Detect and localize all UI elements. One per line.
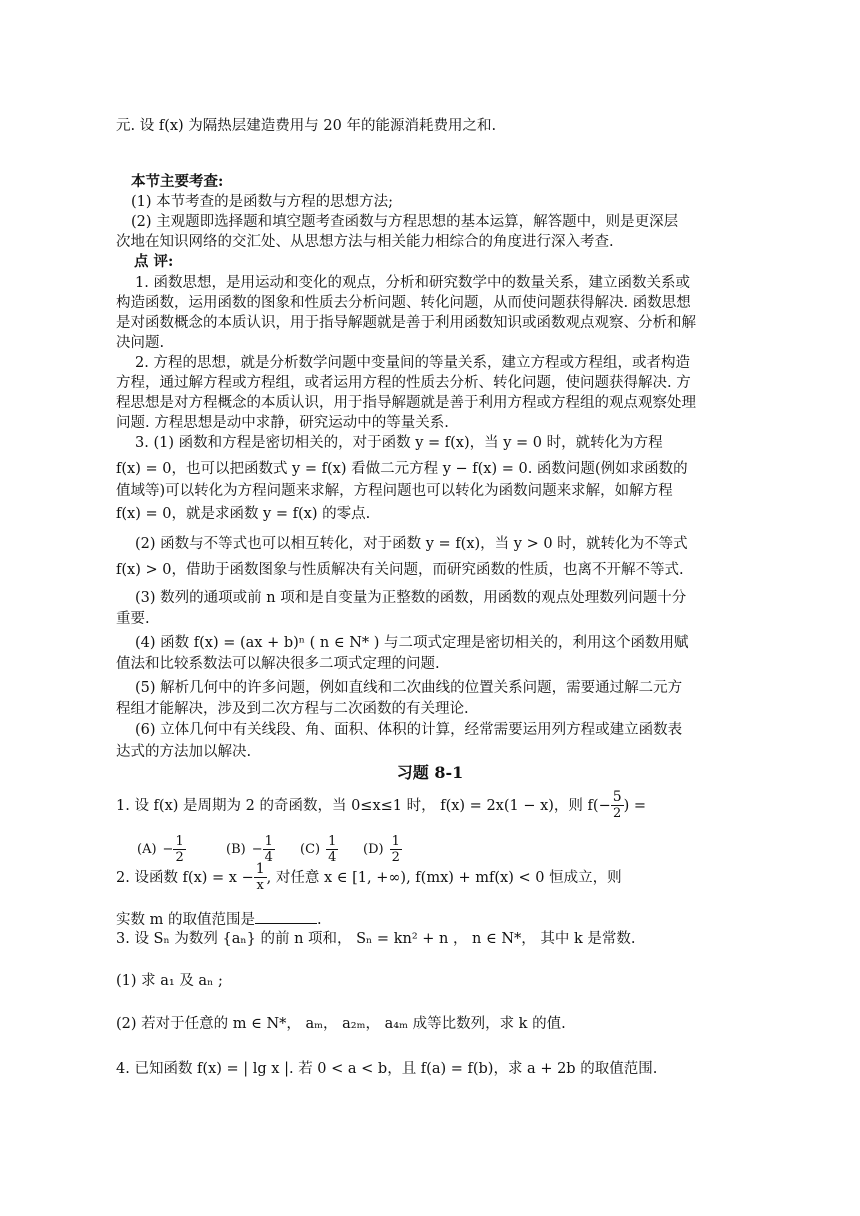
comment-line: f(x) = 0，就是求函数 y = f(x) 的零点. [116, 506, 371, 522]
fraction-numerator: 5 [612, 789, 622, 805]
comment-line: 问题. 方程思想是动中求静，研究运动中的等量关系. [116, 415, 449, 431]
q1-stem-text: 1. 设 f(x) 是周期为 2 的奇函数，当 0≤x≤1 时， f(x) = 2x(1 − x)，则 f(− [116, 797, 611, 814]
question-1-stem [116, 790, 646, 821]
section-heading: 本节主要考查: [131, 173, 224, 190]
comment-line: (3) 数列的通项或前 n 项和是自变量为正整数的函数，用函数的观点处理数列问题十分 [135, 590, 687, 606]
q2-stem-text: 2. 设函数 f(x) = x − [116, 869, 254, 886]
comment-line: 3. (1) 函数和方程是密切相关的，对于函数 y = f(x)，当 y = 0 时，就转化为方程 [135, 435, 663, 451]
comment-line: 1. 函数思想，是用运动和变化的观点，分析和研究数学中的数量关系，建立函数关系或 [135, 275, 690, 291]
comment-line: 构造函数，运用函数的图象和性质去分析问题、转化问题，从而使问题获得解决. 函数思想 [116, 295, 691, 311]
answer-blank[interactable] [255, 909, 317, 924]
comment-line: 程思想是对方程概念的本质认识，用于指导解题就是善于利用方程或方程组的观点观察处理 [116, 395, 696, 411]
comment-line: (2) 函数与不等式也可以相互转化，对于函数 y = f(x)，当 y > 0 时，就转化为不等式 [135, 536, 688, 552]
option-label: (B) [226, 841, 246, 857]
question-2-stem [116, 862, 622, 893]
fraction-numerator: 1 [391, 834, 400, 849]
exam-point: 次地在知识网络的交汇处、从思想方法与相关能力相综合的角度进行深入考查. [116, 234, 614, 250]
option-fraction [326, 834, 338, 865]
comment-line: (4) 函数 f(x) = (ax + b)ⁿ ( n ∈ N* ) 与二项式定理是密切相关的，利用这个函数用赋 [135, 635, 689, 651]
comment-line: f(x) > 0，借助于函数图象与性质解决有关问题，而研究函数的性质，也离不开解不等式. [116, 562, 684, 578]
exam-point: (2) 主观题即选择题和填空题考查函数与方程思想的基本运算，解答题中，则是更深层 [131, 214, 679, 230]
comment-heading: 点 评: [134, 253, 174, 270]
q2-fraction [254, 862, 267, 893]
fraction-numerator: 1 [255, 861, 265, 877]
option-label: (C) [300, 841, 321, 857]
intro-line: 元. 设 f(x) 为隔热层建造费用与 20 年的能源消耗费用之和. [116, 118, 497, 134]
q1-option-b[interactable] [226, 834, 275, 865]
option-label: (A) [137, 841, 157, 857]
option-label: (D) [363, 841, 384, 857]
fraction-numerator: 1 [264, 834, 273, 849]
question-4-stem: 4. 已知函数 f(x) = | lg x |. 若 0 < a < b，且 f(a) = f(b)，求 a + 2b 的取值范围. [116, 1061, 658, 1077]
option-fraction [173, 834, 185, 865]
comment-line: 值法和比较系数法可以解决很多二项式定理的问题. [116, 656, 440, 672]
q2-stem-text-end: , 对任意 x ∈ [1, +∞), f(mx) + mf(x) < 0 恒成立，则 [266, 869, 622, 886]
question-3-part-2: (2) 若对于任意的 m ∈ N*， aₘ， a₂ₘ， a₄ₘ 成等比数列，求 k 的值. [116, 1016, 566, 1032]
fraction-numerator: 1 [175, 834, 184, 849]
q1-option-d[interactable] [363, 834, 402, 865]
q2-line-2-end: . [316, 912, 322, 928]
fraction-numerator: 1 [328, 834, 337, 849]
fraction-denominator: x [256, 878, 264, 893]
comment-line: 决问题. [116, 335, 165, 351]
exercise-title: 习题 8-1 [396, 763, 464, 782]
option-sign: − [251, 841, 263, 857]
question-3-part-1: (1) 求 a₁ 及 aₙ ; [116, 973, 223, 989]
q1-option-c[interactable] [300, 834, 338, 865]
fraction-denominator: 4 [328, 850, 337, 865]
comment-line: (6) 立体几何中有关线段、角、面积、体积的计算，经常需要运用列方程或建立函数表 [135, 722, 683, 738]
option-sign: − [162, 841, 174, 857]
comment-line: 2. 方程的思想，就是分析数学问题中变量间的等量关系，建立方程或方程组，或者构造 [135, 355, 690, 371]
q1-option-a[interactable] [137, 834, 186, 865]
fraction-denominator: 4 [264, 850, 273, 865]
comment-line: 重要. [116, 611, 150, 627]
q1-stem-fraction [611, 790, 624, 821]
fraction-denominator: 2 [391, 850, 400, 865]
q1-stem-text-end: ) = [623, 797, 647, 814]
option-fraction [390, 834, 402, 865]
comment-line: 达式的方法加以解决. [116, 744, 252, 760]
comment-line: f(x) = 0，也可以把函数式 y = f(x) 看做二元方程 y − f(x) = 0. 函数问题(例如求函数的 [116, 461, 688, 477]
fraction-denominator: 2 [613, 806, 622, 821]
comment-line: 值域等)可以转化为方程问题来求解，方程问题也可以转化为函数问题来求解，如解方程 [116, 483, 673, 499]
fraction-denominator: 2 [175, 850, 184, 865]
exam-point: (1) 本节考查的是函数与方程的思想方法; [131, 194, 394, 210]
comment-line: (5) 解析几何中的许多问题，例如直线和二次曲线的位置关系问题，需要通过解二元方 [135, 680, 683, 696]
question-2-line-2 [116, 909, 322, 930]
comment-line: 程组才能解决，涉及到二次方程与二次函数的有关理论. [116, 701, 469, 717]
comment-line: 是对函数概念的本质认识，用于指导解题就是善于利用函数知识或函数观点观察、分析和解 [116, 315, 696, 331]
comment-line: 方程，通过解方程或方程组，或者运用方程的性质去分析、转化问题，使问题获得解决. 方 [116, 375, 691, 391]
question-3-stem: 3. 设 Sₙ 为数列 {aₙ} 的前 n 项和， Sₙ = kn² + n ， n ∈ N*， 其中 k 是常数. [116, 931, 636, 947]
q2-line-2-text: 实数 m 的取值范围是 [116, 912, 255, 928]
